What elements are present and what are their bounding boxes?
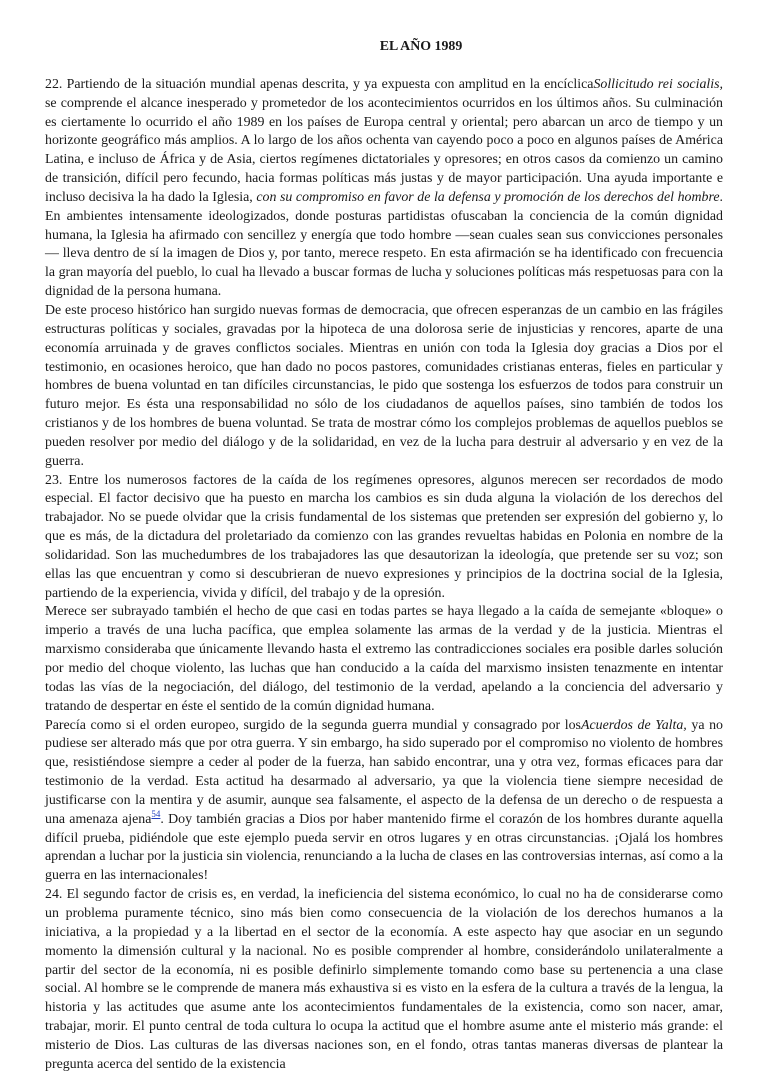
footnote-link[interactable]: 54 <box>151 808 161 819</box>
paragraph-24: 24. El segundo factor de crisis es, en verdad, la ineficiencia del sistema económico, lo cual no ha de considerarse como un problema puramente técnico, sino más bien como consecuencia de la violación de los derechos humanos a la iniciativa, a la propiedad y a la libertad en el sector de la economía. A este aspecto hay que asociar en un segundo momento la dimensión cultural y la nacional. No es posible comprender al hombre, considerándolo unilateralmente a partir del sector de la economía, ni es posible definirlo simplemente tomando como base su pertenencia a una clase social. Al hombre se le comprende de manera más exhaustiva si es visto en la esfera de la cultura a través de la lengua, la historia y las actitudes que asume ante los acontecimientos fundamentales de la existencia, como son nacer, amar, trabajar, morir. El punto central de toda cultura lo ocupa la actitud que el hombre asume ante el misterio más grande: el misterio de Dios. Las culturas de las diversas naciones son, en el fondo, otras tantas maneras diversas de plantear la pregunta acerca del sentido de la existencia <box>45 887 723 1072</box>
paragraph-22 <box>45 76 723 302</box>
document-page <box>45 38 723 1075</box>
paragraph-text: 22. Partiendo de la situación mundial apenas descrita, y ya expuesta con amplitud en la encíclica <box>45 76 594 92</box>
paragraph-text: se comprende el alcance inesperado y prometedor de los acontecimientos ocurridos en los últimos años. Su culminación es ciertamente lo ocurrido el año 1989 en los países de Europa central y oriental; pero abarcan un arco de tiempo y un horizonte geográfico más amplios. A lo largo de los años ochenta van cayendo poco a poco en algunos países de América Latina, e incluso de África y de Asia, ciertos regímenes dictatoriales y opresores; en otros casos da comienzo un camino de transición, difícil pero fecundo, hacia formas políticas más justas y de mayor participación. Una ayuda importante e incluso decisiva la ha dado la Iglesia, <box>45 95 723 205</box>
encyclical-title: Sollicitudo rei socialis, <box>593 76 723 92</box>
paragraph-democracy: De este proceso histórico han surgido nuevas formas de democracia, que ofrecen esperanzas de un cambio en las frágiles estructuras políticas y sociales, gravadas por la hipoteca de una dolorosa serie de injusticias y rencores, aparte de una economía arruinada y de graves conflictos sociales. Mientras en unión con toda la Iglesia doy gracias a Dios por el testimonio, en ocasiones heroico, que han dado no pocos pastores, comunidades cristianas enteras, fieles en particular y hombres de buena voluntad en tan difíciles circunstancias, le pido que sostenga los esfuerzos de todos para construir un futuro mejor. Es ésta una responsabilidad no sólo de los ciudadanos de aquellos países, sino también de todos los cristianos y de los hombres de buena voluntad. Se trata de mostrar cómo los complejos problemas de aquellos pueblos se pueden resolver por medio del diálogo y de la solidaridad, en vez de la lucha para destruir al adversario y en vez de la guerra. <box>45 302 723 469</box>
paragraph-text: . En ambientes intensamente ideologizados, donde posturas partidistas ofuscaban la conciencia de la común dignidad humana, la Iglesia ha afirmado con sencillez y energía que todo hombre —sean cuales sean sus convicciones personales— lleva dentro de sí la imagen de Dios y, por tanto, merece respeto. En esta afirmación se ha identificado con frecuencia la gran mayoría del pueblo, lo cual ha llevado a buscar formas de lucha y soluciones políticas más respetuosas para con la dignidad de la persona humana. <box>45 189 723 300</box>
paragraph-23: 23. Entre los numerosos factores de la caída de los regímenes opresores, algunos merecen ser recordados de modo especial. El factor decisivo que ha puesto en marcha los cambios es sin duda alguna la violación de los derechos del trabajador. No se puede olvidar que la crisis fundamental de los sistemas que pretenden ser expresión del gobierno y, lo que es más, de la dictadura del proletariado da comienzo con las grandes revueltas habidas en Polonia en nombre de la solidaridad. Son las muchedumbres de los trabajadores las que desautorizan la ideología, que pretende ser su voz; son ellas las que encuentran y como si descubrieran de nuevo expresiones y principios de la doctrina social de la Iglesia, partiendo de la experiencia, vivida y difícil, del trabajo y de la opresión. <box>45 472 723 601</box>
paragraph-text: ya no pudiese ser alterado más que por otra guerra. Y sin embargo, ha sido superado por el compromiso no violento de hombres que, resistiéndose siempre a ceder al poder de la fuerza, han sabido encontrar, una y otra vez, formas eficaces para dar testimonio de la verdad. Esta actitud ha desarmado al adversario, ya que la violencia tiene siempre necesidad de justificarse con la mentira y de asumir, aunque sea falsamente, el aspecto de la defensa de un derecho o de respuesta a una amenaza ajena <box>45 717 723 827</box>
yalta-agreements: Acuerdos de Yalta, <box>580 717 687 733</box>
paragraph-text: Parecía como si el orden europeo, surgido de la segunda guerra mundial y consagrado por los <box>45 717 581 733</box>
document-title: EL AÑO 1989 <box>379 39 463 54</box>
paragraph-yalta <box>45 717 723 887</box>
paragraph-text: . Doy también gracias a Dios por haber mantenido firme el corazón de los hombres durante aquella difícil prueba, pidiéndole que este ejemplo pueda servir en otros lugares y en otras circunstancias. ¡Ojalá los hombres aprendan a luchar por la justicia sin violencia, renunciando a la lucha de clases en las controversias internas, así como a la guerra en las internacionales! <box>45 811 723 884</box>
paragraph-peaceful-struggle: Merece ser subrayado también el hecho de que casi en todas partes se haya llegado a la caída de semejante «bloque» o imperio a través de una lucha pacífica, que emplea solamente las armas de la verdad y de la justicia. Mientras el marxismo consideraba que únicamente llevando hasta el extremo las contradicciones sociales era posible darles solución por medio del choque violento, las luchas que han conducido a la caída del marxismo insisten tenazmente en intentar todas las vías de la negociación, del diálogo, del testimonio de la verdad, apelando a la conciencia del adversario y tratando de despertar en éste el sentido de la común dignidad humana. <box>45 604 723 714</box>
emphasis-text: con su compromiso en favor de la defensa y promoción de los derechos del hombre <box>256 189 720 205</box>
